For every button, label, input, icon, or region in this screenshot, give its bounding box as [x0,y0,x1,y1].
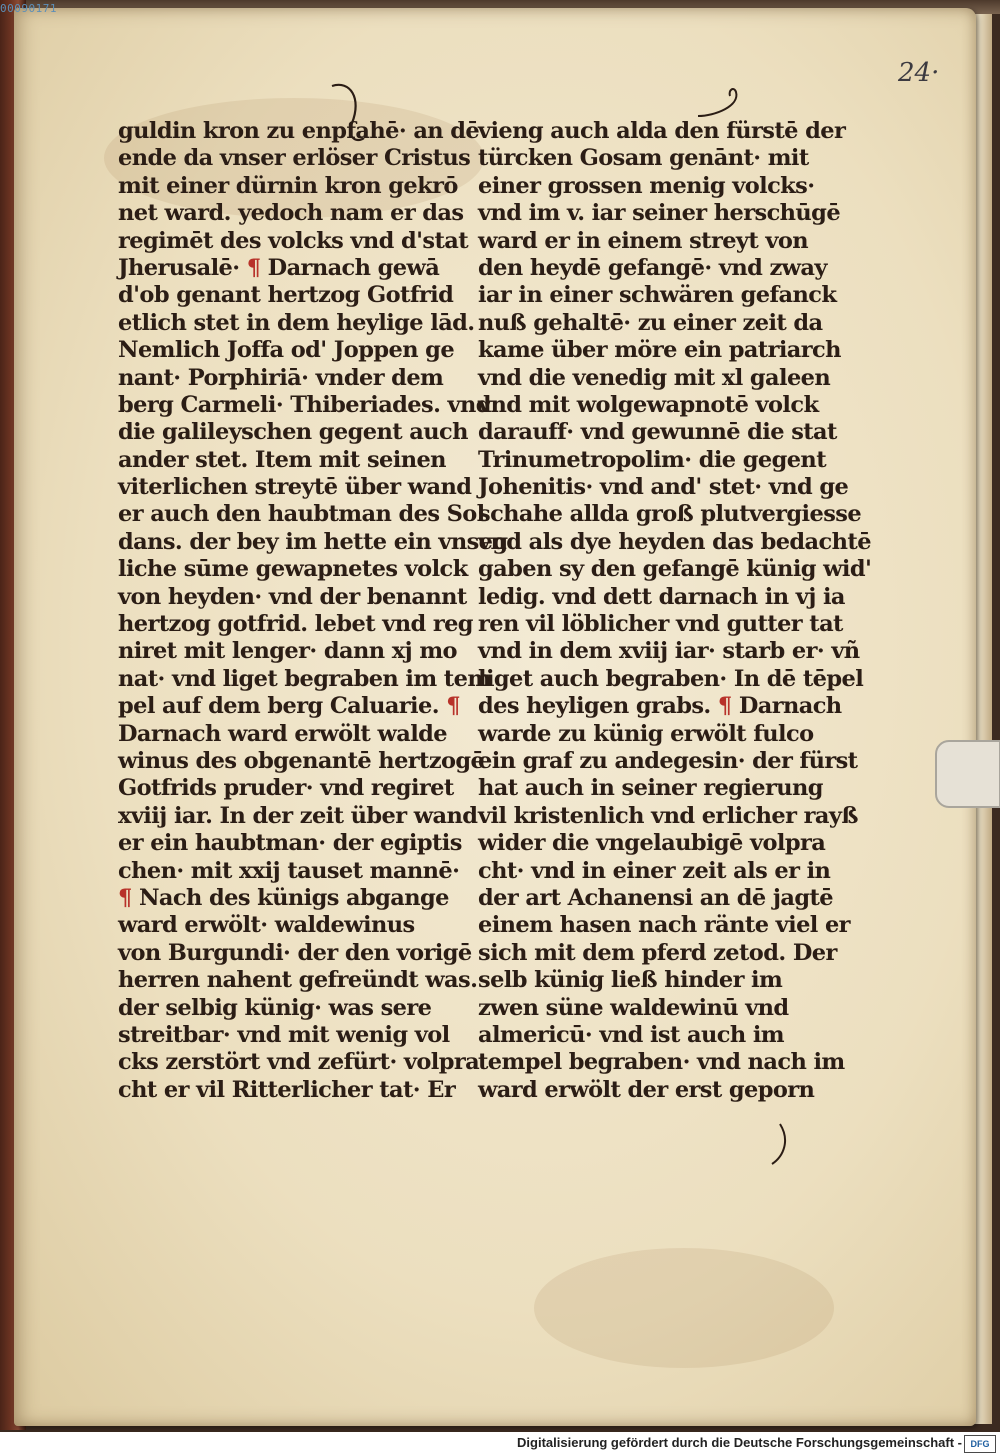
manuscript-line: Johenitis· vnd and' stet· vnd ge [478,474,849,501]
manuscript-line: pel auf dem berg Caluarie. ¶ [118,693,460,720]
manuscript-line: cks zerstört vnd zefürt· volpra [118,1049,480,1076]
manuscript-line: cht er vil Ritterlicher tat· Er [118,1076,456,1103]
manuscript-line: sich mit dem pferd zetod. Der [478,939,837,966]
manuscript-line: etlich stet in dem heylige lād. [118,309,475,336]
manuscript-line: iar in einer schwären gefanck [478,282,837,309]
manuscript-line: streitbar· vnd mit wenig vol [118,1021,450,1048]
manuscript-line: tempel begraben· vnd nach im [478,1049,845,1076]
manuscript-line: ward erwölt· waldewinus [118,912,415,939]
manuscript-line: warde zu künig erwölt fulco [478,720,814,747]
footer-bar [0,1432,1000,1455]
manuscript-line: kame über möre ein patriarch [478,337,841,364]
manuscript-line: Trinumetropolim· die gegent [478,446,826,473]
text-column-right [478,118,872,1104]
manuscript-line: die galileyschen gegent auch [118,419,468,446]
descender-flourish [760,1120,810,1170]
manuscript-line: winus des obgenantē hertzogē [118,747,485,774]
manuscript-line: vnd mit wolgewapnotē volck [478,391,819,418]
manuscript-line: von heyden· vnd der benannt [118,583,467,610]
manuscript-line: er auch den haubtman des Sol [118,501,485,528]
manuscript-line: wider die vngelaubigē volpra [478,830,826,857]
manuscript-line: hertzog gotfrid. lebet vnd reg [118,611,473,638]
manuscript-line: der selbig künig· was sere [118,994,432,1021]
manuscript-line: ¶ Nach des künigs abgange [118,884,449,911]
manuscript-line: ledig. vnd dett darnach in vj ia [478,583,845,610]
manuscript-line: darauff· vnd gewunnē die stat [478,419,837,446]
manuscript-line: ren vil löblicher vnd gutter tat [478,611,843,638]
manuscript-line: vnd im v. iar seiner herschūgē [478,200,841,227]
manuscript-line: ward er in einem streyt von [478,227,809,254]
manuscript-line: Gotfrids pruder· vnd regiret [118,775,454,802]
manuscript-line: hat auch in seiner regierung [478,775,823,802]
manuscript-line: liget auch begraben· In dē tēpel [478,665,864,692]
manuscript-line: ein graf zu andegesin· der fürst [478,747,858,774]
manuscript-line: nat· vnd liget begraben im tem [118,665,491,692]
manuscript-line: viterlichen streytē über wand [118,474,472,501]
manuscript-line: vnd die venedig mit xl galeen [478,364,831,391]
manuscript-line: Darnach ward erwölt walde [118,720,448,747]
manuscript-line: von Burgundi· der den vorigē [118,939,472,966]
manuscript-line: türcken Gosam genānt· mit [478,145,809,172]
manuscript-line: herren nahent gefreündt was. [118,967,478,994]
manuscript-line: guldin kron zu enpfahē· an dē [118,118,480,144]
manuscript-line: vnd als dye heyden das bedachtē [478,528,871,555]
manuscript-line: xviij iar. In der zeit über wand [118,802,478,829]
manuscript-line: Jherusalē· ¶ Darnach gewā [118,254,440,281]
text-column-left [118,118,508,1104]
manuscript-line: regimēt des volcks vnd d'stat [118,227,469,254]
funding-notice: Digitalisierung gefördert durch die Deutsche Forschungsgemeinschaft - [517,1435,962,1450]
rubric-mark: ¶ [246,254,261,281]
folio-number: 24· [898,58,940,88]
manuscript-line: zwen süne waldewinū vnd [478,994,789,1021]
manuscript-line: net ward. yedoch nam er das [118,200,464,227]
manuscript-line: chen· mit xxij tauset mannē· [118,857,460,884]
manuscript-line: vil kristenlich vnd erlicher rayß [478,802,858,829]
manuscript-line: er ein haubtman· der egiptis [118,830,462,857]
manuscript-line: nuß gehaltē· zu einer zeit da [478,309,823,336]
manuscript-line: ander stet. Item mit seinen [118,446,446,473]
rubric-mark: ¶ [446,693,460,720]
manuscript-line: der art Achanensi an dē jagtē [478,884,833,911]
manuscript-line: Nemlich Joffa od' Joppen ge [118,337,455,364]
manuscript-line: selb künig ließ hinder im [478,967,783,994]
manuscript-line: nant· Porphiriā· vnder dem [118,364,444,391]
manuscript-line: ende da vnser erlöser Cristus [118,145,471,172]
manuscript-line: einer grossen menig volcks· [478,172,815,199]
manuscript-line: des heyligen grabs. ¶ Darnach [478,693,842,720]
manuscript-line: berg Carmeli· Thiberiades. vnd [118,391,491,418]
manuscript-line: gaben sy den gefangē künig wid' [478,556,872,583]
page-stain [534,1248,834,1368]
rubric-mark: ¶ [118,884,132,911]
manuscript-line: d'ob genant hertzog Gotfrid [118,282,454,309]
rubric-mark: ¶ [717,693,732,720]
manuscript-line: mit einer dürnin kron gekrō [118,172,458,199]
manuscript-line: niret mit lenger· dann xj mo [118,638,457,665]
manuscript-line: dans. der bey im hette ein vnseg [118,528,508,555]
manuscript-line: vieng auch alda den fürstē der [478,118,846,144]
manuscript-line: schahe allda groß plutvergiesse [478,501,862,528]
manuscript-line: vnd in dem xviij iar· starb er· vñ [478,638,860,665]
manuscript-line: cht· vnd in einer zeit als er in [478,857,831,884]
manuscript-line: liche sūme gewapnetes volck [118,556,468,583]
manuscript-line: einem hasen nach ränte viel er [478,912,850,939]
page-marker-tab [935,740,1000,808]
dfg-logo: DFG [964,1435,996,1453]
manuscript-line: den heydē gefangē· vnd zway [478,254,827,281]
shelfmark: 00090171 [0,2,57,15]
manuscript-line: ward erwölt der erst geporn [478,1076,815,1103]
manuscript-line: almericū· vnd ist auch im [478,1021,784,1048]
